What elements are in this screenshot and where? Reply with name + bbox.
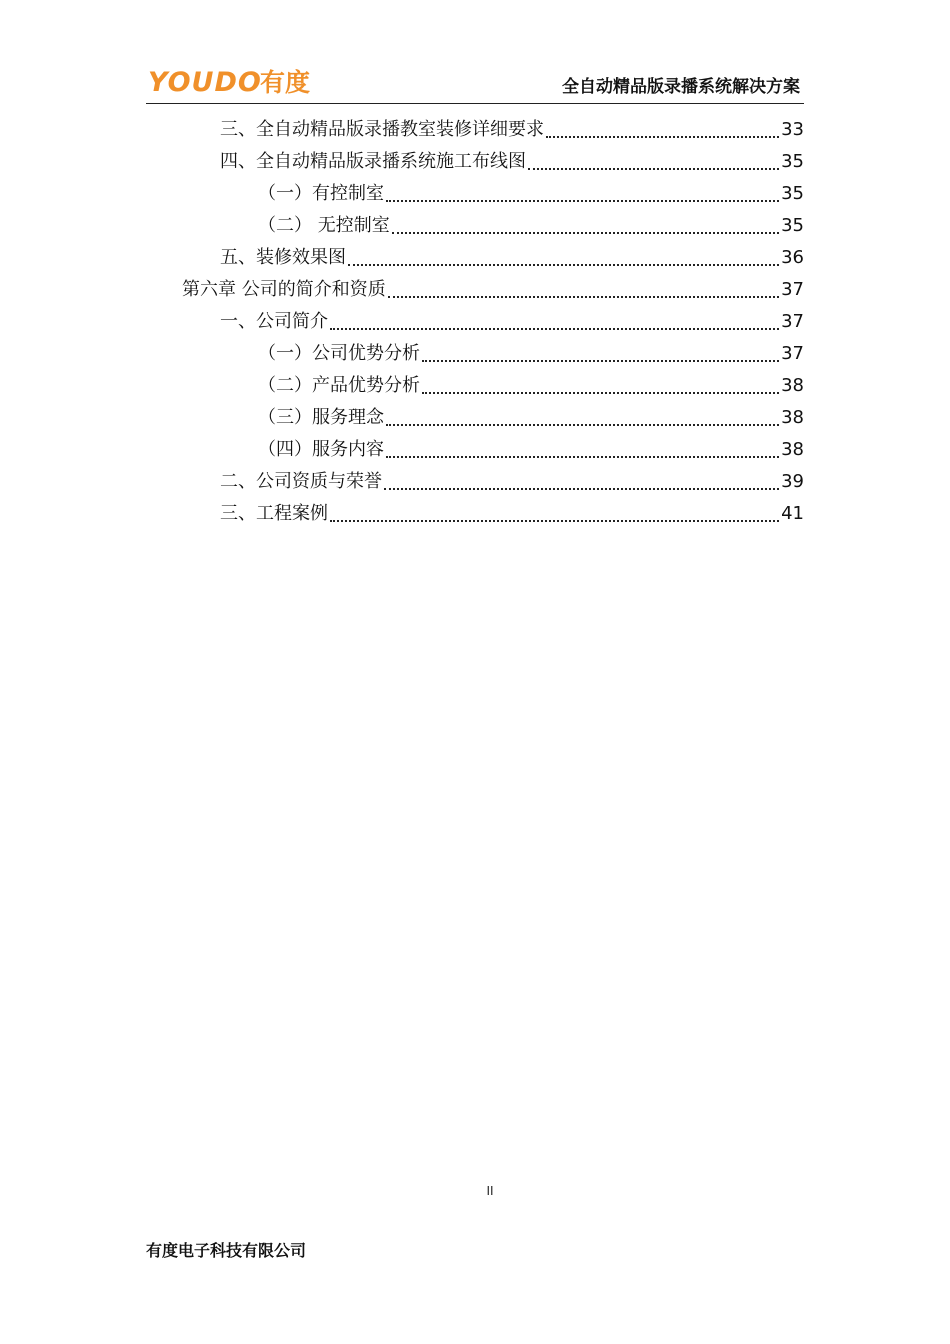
toc-dot-leader — [386, 456, 779, 458]
document-title: 全自动精品版录播系统解决方案 — [562, 77, 800, 97]
toc-dot-leader — [388, 296, 779, 298]
toc-entry-label: （一）有控制室 — [258, 183, 384, 204]
toc-dot-leader — [330, 520, 779, 522]
toc-entry-page: 38 — [781, 407, 804, 428]
toc-entry-label: （四）服务内容 — [258, 439, 384, 460]
toc-entry-page: 37 — [781, 279, 804, 300]
toc-entry[interactable] — [220, 240, 804, 272]
toc-dot-leader — [386, 424, 779, 426]
toc-entry[interactable] — [220, 304, 804, 336]
toc-entry[interactable] — [182, 272, 804, 304]
toc-entry-page: 36 — [781, 247, 804, 268]
toc-entry[interactable] — [258, 208, 804, 240]
footer-company-name: 有度电子科技有限公司 — [146, 1241, 307, 1260]
logo-wordmark: YOUDO — [148, 67, 262, 98]
company-logo — [148, 66, 328, 100]
toc-entry-label: （三）服务理念 — [258, 407, 384, 428]
toc-entry[interactable] — [258, 176, 804, 208]
toc-dot-leader — [422, 360, 779, 362]
header-divider — [146, 103, 804, 104]
toc-dot-leader — [528, 168, 779, 170]
toc-dot-leader — [384, 488, 779, 490]
toc-entry-label: 二、公司资质与荣誉 — [220, 471, 382, 492]
toc-dot-leader — [422, 392, 779, 394]
toc-entry-page: 35 — [781, 215, 804, 236]
toc-dot-leader — [392, 232, 779, 234]
toc-entry[interactable] — [220, 144, 804, 176]
toc-entry-label: 一、公司简介 — [220, 311, 328, 332]
toc-entry-label: 三、全自动精品版录播教室装修详细要求 — [220, 119, 544, 140]
toc-entry[interactable] — [258, 336, 804, 368]
toc-dot-leader — [330, 328, 779, 330]
toc-entry-page: 38 — [781, 439, 804, 460]
toc-entry-label: （二）产品优势分析 — [258, 375, 420, 396]
toc-entry-label: （一）公司优势分析 — [258, 343, 420, 364]
toc-entry-page: 35 — [781, 151, 804, 172]
toc-entry-label: 五、装修效果图 — [220, 247, 346, 268]
toc-entry[interactable] — [220, 112, 804, 144]
logo-chinese: 有度 — [260, 68, 311, 97]
toc-entry-page: 35 — [781, 183, 804, 204]
toc-entry[interactable] — [220, 464, 804, 496]
toc-entry-page: 37 — [781, 311, 804, 332]
toc-entry[interactable] — [258, 432, 804, 464]
toc-entry[interactable] — [220, 496, 804, 528]
toc-entry-label: 四、全自动精品版录播系统施工布线图 — [220, 151, 526, 172]
toc-entry[interactable] — [258, 400, 804, 432]
toc-dot-leader — [386, 200, 779, 202]
toc-entry-label: 三、工程案例 — [220, 503, 328, 524]
toc-dot-leader — [546, 136, 779, 138]
toc-entry[interactable] — [258, 368, 804, 400]
toc-dot-leader — [348, 264, 779, 266]
toc-entry-page: 38 — [781, 375, 804, 396]
toc-entry-page: 39 — [781, 471, 804, 492]
toc-entry-label: 第六章 公司的简介和资质 — [182, 279, 386, 300]
toc-entry-label: （二） 无控制室 — [258, 215, 390, 236]
toc-entry-page: 37 — [781, 343, 804, 364]
toc-entry-page: 41 — [781, 503, 804, 524]
toc-entry-page: 33 — [781, 119, 804, 140]
page-number: II — [486, 1184, 494, 1198]
